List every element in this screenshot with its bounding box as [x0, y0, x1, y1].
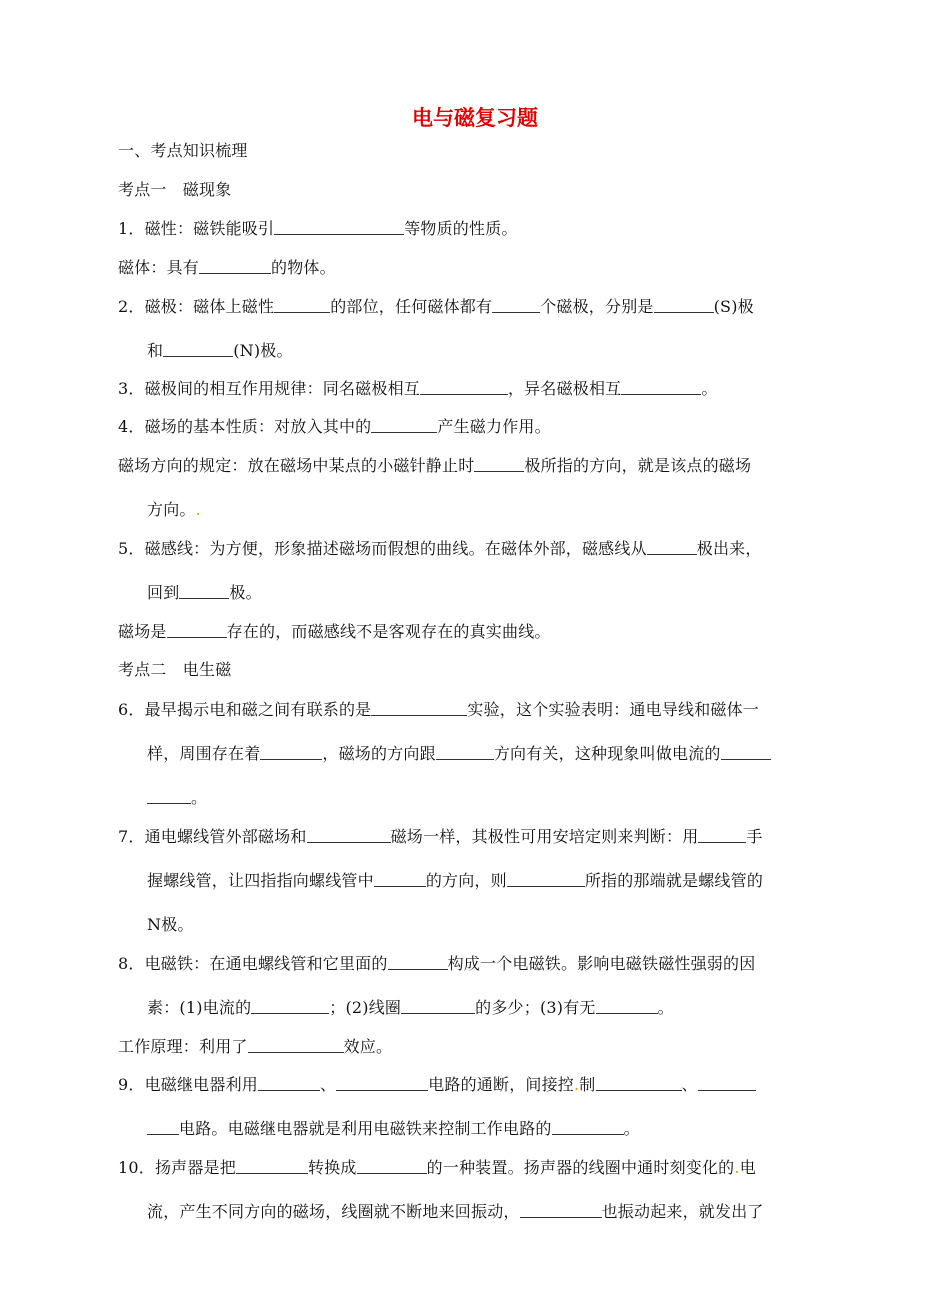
question-7-cont: 握螺线管，让四指指向螺线管中 的方向，则 所指的那端就是螺线管的	[147, 871, 764, 890]
answer-blank[interactable]	[552, 1119, 624, 1135]
answer-blank[interactable]	[163, 341, 233, 357]
answer-blank[interactable]	[654, 297, 714, 313]
question-5-cont: 回到 极。	[147, 583, 262, 602]
question-1: 1．磁性：磁铁能吸引 等物质的性质。	[118, 219, 518, 238]
answer-blank[interactable]	[179, 583, 229, 599]
question-7-end: N极。	[147, 915, 194, 934]
answer-blank[interactable]	[260, 744, 322, 760]
question-10: 10．扬声器是把 转换成 的一种装置。扬声器的线圈中通时刻变化的.电	[118, 1158, 756, 1177]
question-2-cont: 和 (N)极。	[147, 341, 293, 360]
answer-blank[interactable]	[336, 1075, 428, 1091]
field-direction-cont: 方向。.	[147, 500, 201, 519]
answer-blank[interactable]	[721, 744, 771, 760]
answer-blank[interactable]	[199, 258, 271, 274]
question-6-cont: 样，周围存在着 ，磁场的方向跟 方向有关，这种现象叫做电流的	[147, 741, 771, 764]
field-direction: 磁场方向的规定：放在磁场中某点的小磁针静止时 极所指的方向，就是该点的磁场	[118, 456, 752, 475]
answer-blank[interactable]	[596, 998, 658, 1014]
decor-dot: .	[574, 1075, 580, 1094]
question-6-end: 。	[147, 785, 207, 808]
answer-blank[interactable]	[388, 954, 448, 970]
question-5: 5．磁感线：为方便，形象描述磁场而假想的曲线。在磁体外部，磁感线从 极出来，	[118, 539, 762, 558]
question-4: 4．磁场的基本性质：对放入其中的 产生磁力作用。	[118, 417, 551, 436]
answer-blank[interactable]	[371, 417, 437, 433]
question-10-cont: 流，产生不同方向的磁场，线圈就不断地来回振动， 也振动起来，就发出了	[147, 1202, 764, 1221]
answer-blank[interactable]	[401, 998, 475, 1014]
question-3: 3．磁极间的相互作用规律：同名磁极相互 ，异名磁极相互 。	[118, 379, 718, 398]
answer-blank[interactable]	[698, 1075, 756, 1091]
question-8: 8．电磁铁：在通电螺线管和它里面的 构成一个电磁铁。影响电磁铁磁性强弱的因	[118, 954, 756, 973]
decor-dot: .	[734, 1158, 740, 1177]
answer-blank[interactable]	[147, 1119, 179, 1135]
answer-blank[interactable]	[236, 1158, 308, 1174]
answer-blank[interactable]	[307, 827, 391, 843]
question-8-cont: 素：(1)电流的 ；(2)线圈 的多少；(3)有无 。	[147, 998, 674, 1017]
answer-blank[interactable]	[474, 456, 524, 472]
kaodian-2-heading: 考点二 电生磁	[118, 660, 232, 679]
answer-blank[interactable]	[258, 1075, 320, 1091]
page-title: 电与磁复习题	[412, 106, 538, 130]
answer-blank[interactable]	[420, 379, 508, 395]
answer-blank[interactable]	[248, 1037, 344, 1053]
kaodian-1-heading: 考点一 磁现象	[118, 180, 232, 199]
answer-blank[interactable]	[507, 871, 585, 887]
magnet-definition: 磁体：具有 的物体。	[118, 258, 336, 277]
answer-blank[interactable]	[251, 998, 329, 1014]
field-existence: 磁场是 存在的，而磁感线不是客观存在的真实曲线。	[118, 622, 551, 641]
answer-blank[interactable]	[520, 1202, 602, 1218]
answer-blank[interactable]	[596, 1075, 682, 1091]
answer-blank[interactable]	[647, 539, 697, 555]
answer-blank[interactable]	[492, 297, 540, 313]
answer-blank[interactable]	[167, 622, 227, 638]
answer-blank[interactable]	[436, 744, 494, 760]
question-9-cont: 电路。电磁继电器就是利用电磁铁来控制工作电路的 。	[147, 1116, 640, 1139]
answer-blank[interactable]	[698, 827, 746, 843]
answer-blank[interactable]	[374, 871, 426, 887]
question-6: 6．最早揭示电和磁之间有联系的是 实验，这个实验表明：通电导线和磁体一	[118, 700, 759, 719]
decor-dot: .	[195, 500, 201, 519]
question-7: 7．通电螺线管外部磁场和 磁场一样，其极性可用安培定则来判断：用 手	[118, 827, 763, 846]
answer-blank[interactable]	[357, 1158, 427, 1174]
answer-blank[interactable]	[147, 788, 191, 804]
section-heading: 一、考点知识梳理	[118, 141, 248, 160]
question-2: 2．磁极：磁体上磁性 的部位，任何磁体都有 个磁极，分别是 (S)极	[118, 297, 754, 316]
answer-blank[interactable]	[371, 700, 467, 716]
answer-blank[interactable]	[274, 297, 330, 313]
working-principle: 工作原理：利用了 效应。	[118, 1037, 393, 1056]
answer-blank[interactable]	[621, 379, 701, 395]
question-9: 9．电磁继电器利用 、 电路的通断，间接控.制 、	[118, 1072, 756, 1095]
answer-blank[interactable]	[274, 219, 404, 235]
